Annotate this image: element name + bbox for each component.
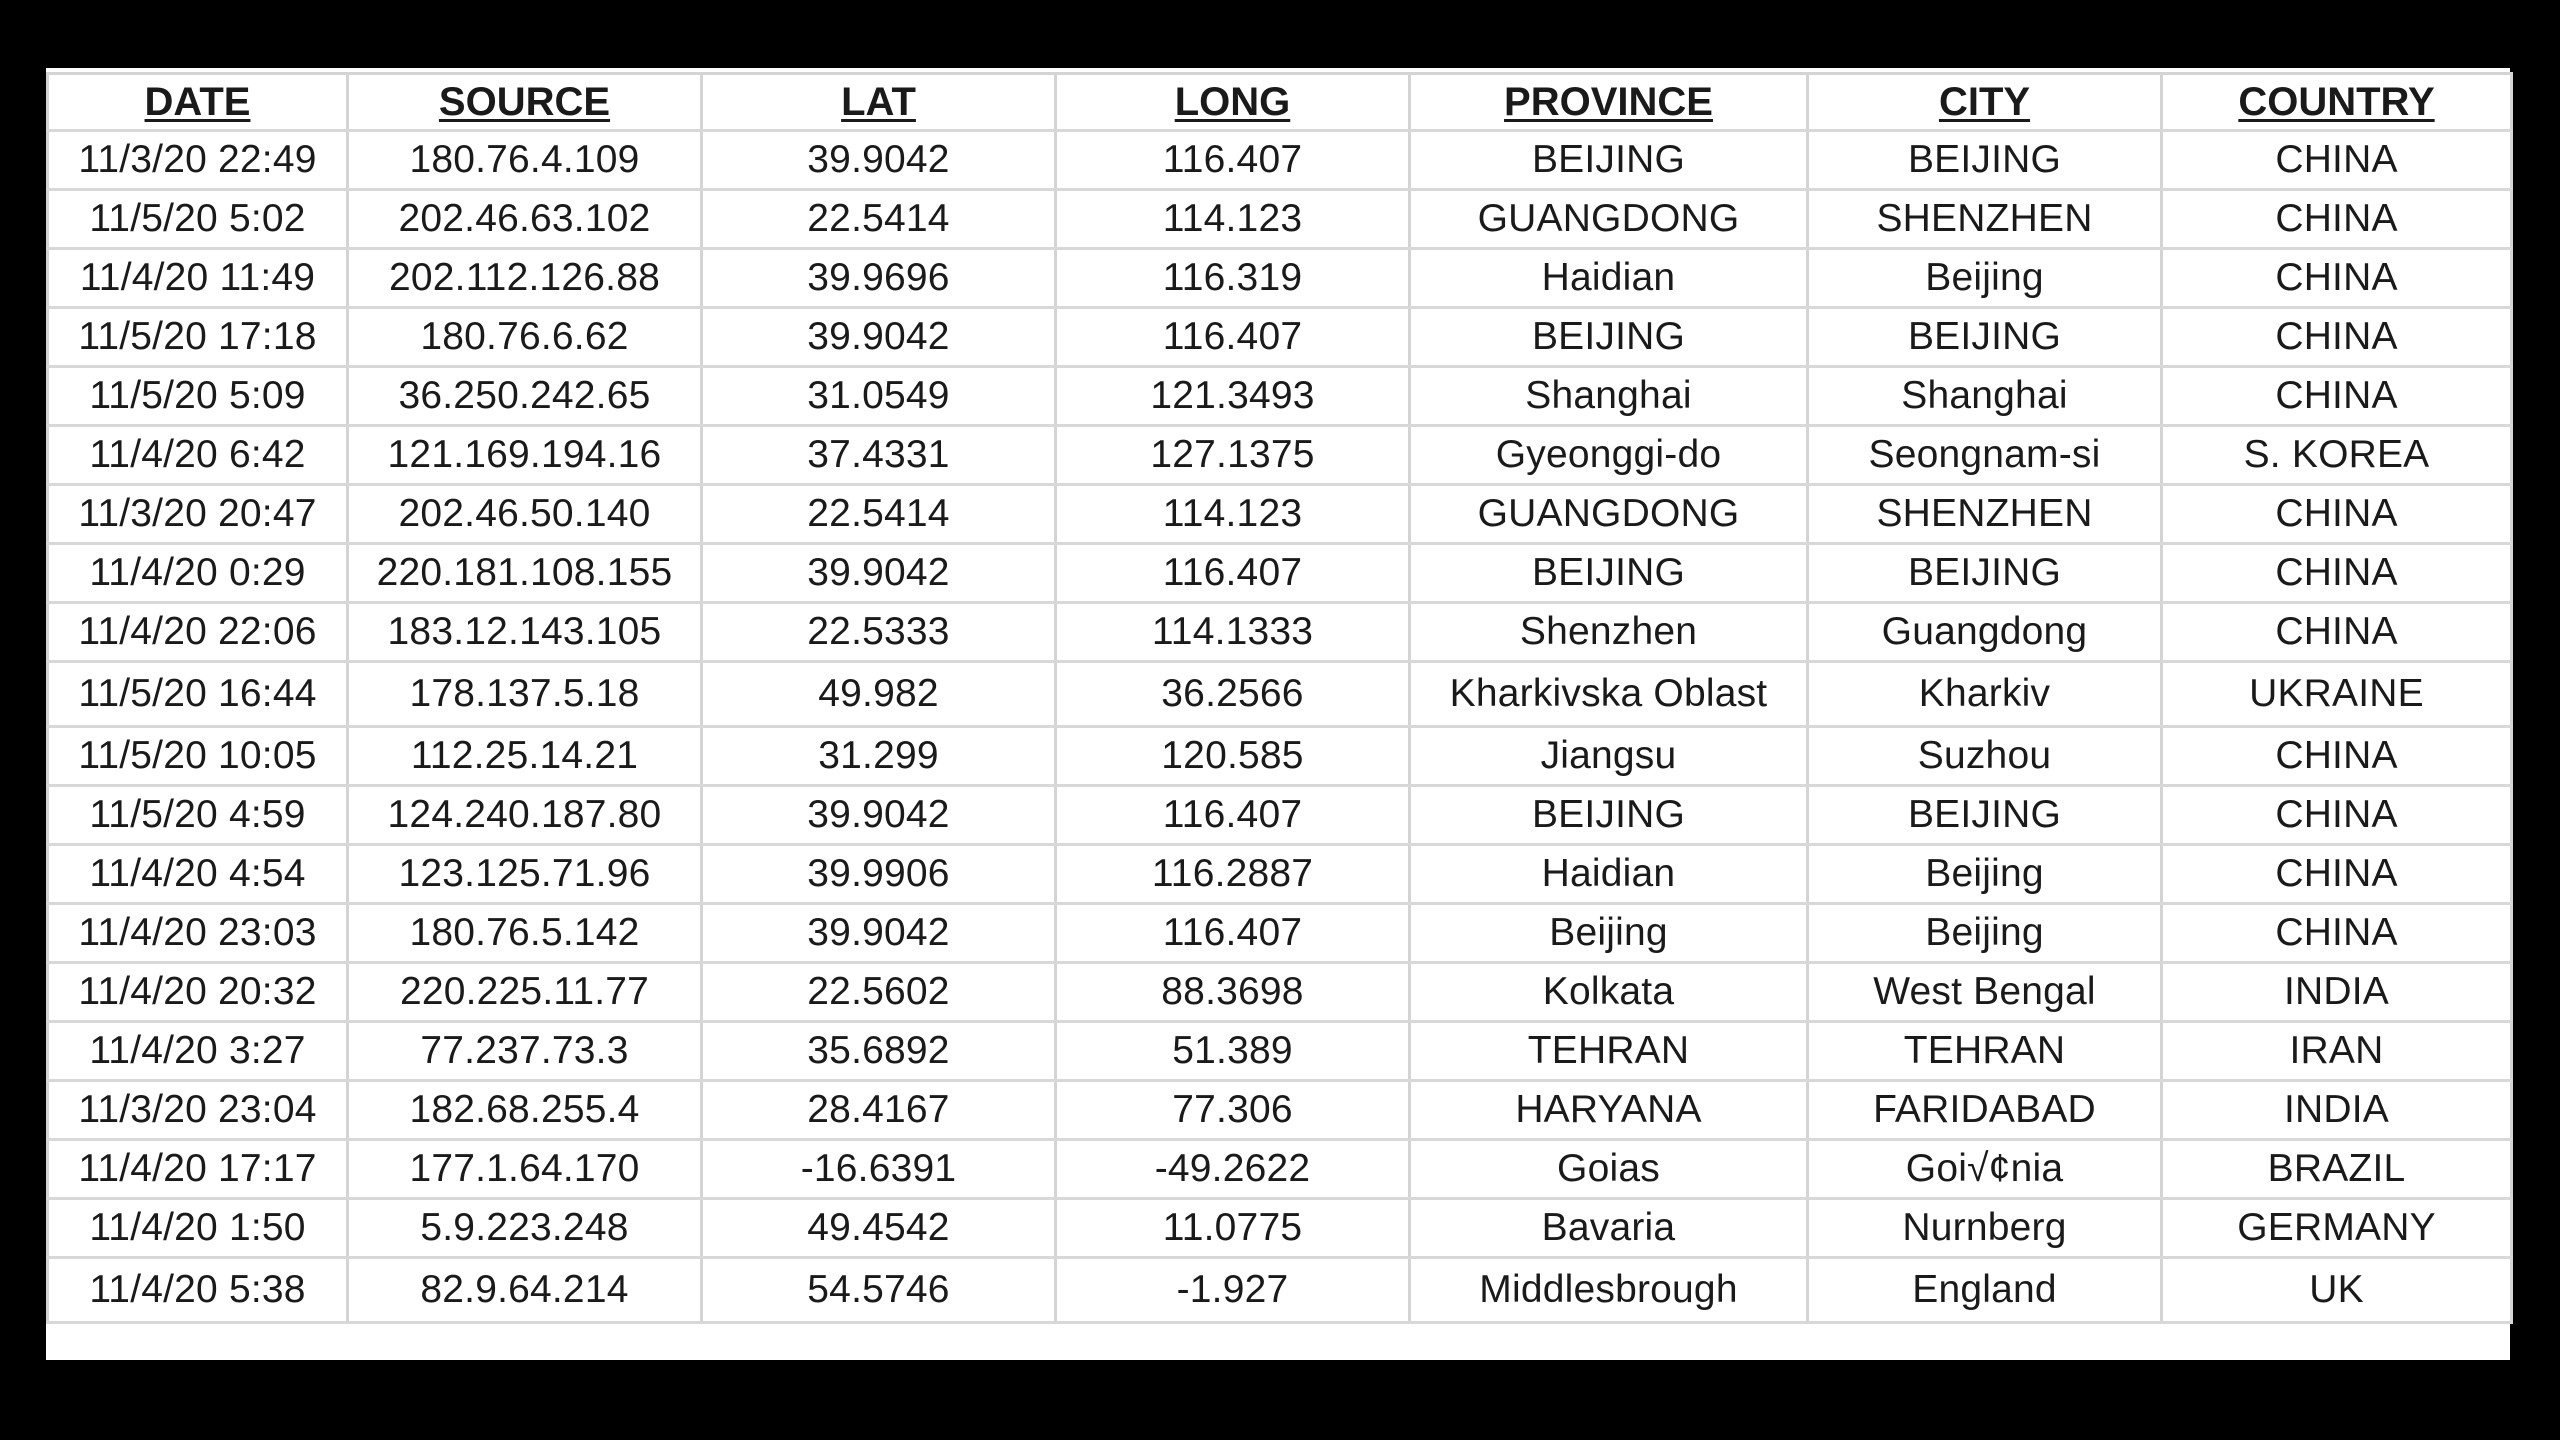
lat-cell: 39.9042 xyxy=(702,544,1056,603)
date-cell: 11/4/20 17:17 xyxy=(48,1140,348,1199)
source-ip-cell: 202.46.50.140 xyxy=(348,485,702,544)
source-ip-cell: 178.137.5.18 xyxy=(348,662,702,727)
table-row xyxy=(48,1140,2512,1199)
date-cell: 11/5/20 17:18 xyxy=(48,308,348,367)
province-cell: BEIJING xyxy=(1410,544,1808,603)
source-ip-cell: 182.68.255.4 xyxy=(348,1081,702,1140)
source-ip-cell: 180.76.5.142 xyxy=(348,904,702,963)
table-row xyxy=(48,1022,2512,1081)
long-cell: 127.1375 xyxy=(1056,426,1410,485)
table-row xyxy=(48,1258,2512,1323)
table-row xyxy=(48,727,2512,786)
country-cell: CHINA xyxy=(2162,308,2512,367)
city-cell: Suzhou xyxy=(1808,727,2162,786)
province-cell: Middlesbrough xyxy=(1410,1258,1808,1323)
lat-cell: 39.9042 xyxy=(702,904,1056,963)
city-cell: Guangdong xyxy=(1808,603,2162,662)
lat-cell: -16.6391 xyxy=(702,1140,1056,1199)
source-ip-cell: 180.76.4.109 xyxy=(348,131,702,190)
lat-header: LAT xyxy=(702,74,1056,131)
source-ip-cell: 112.25.14.21 xyxy=(348,727,702,786)
long-cell: 116.407 xyxy=(1056,131,1410,190)
long-cell: 51.389 xyxy=(1056,1022,1410,1081)
province-cell: GUANGDONG xyxy=(1410,485,1808,544)
country-cell: CHINA xyxy=(2162,485,2512,544)
date-cell: 11/4/20 22:06 xyxy=(48,603,348,662)
source-ip-cell: 36.250.242.65 xyxy=(348,367,702,426)
province-cell: HARYANA xyxy=(1410,1081,1808,1140)
province-cell: Haidian xyxy=(1410,845,1808,904)
province-cell: BEIJING xyxy=(1410,786,1808,845)
province-cell: GUANGDONG xyxy=(1410,190,1808,249)
long-cell: 114.1333 xyxy=(1056,603,1410,662)
long-cell: 116.407 xyxy=(1056,544,1410,603)
long-cell: 36.2566 xyxy=(1056,662,1410,727)
table-row xyxy=(48,963,2512,1022)
province-cell: Shanghai xyxy=(1410,367,1808,426)
lat-cell: 22.5333 xyxy=(702,603,1056,662)
source-ip-cell: 177.1.64.170 xyxy=(348,1140,702,1199)
province-header: PROVINCE xyxy=(1410,74,1808,131)
city-cell: Beijing xyxy=(1808,249,2162,308)
city-cell: BEIJING xyxy=(1808,131,2162,190)
table-row xyxy=(48,485,2512,544)
table-row xyxy=(48,1081,2512,1140)
table-row xyxy=(48,249,2512,308)
lat-cell: 22.5414 xyxy=(702,485,1056,544)
province-cell: Kharkivska Oblast xyxy=(1410,662,1808,727)
province-cell: TEHRAN xyxy=(1410,1022,1808,1081)
table-row xyxy=(48,845,2512,904)
city-cell: West Bengal xyxy=(1808,963,2162,1022)
city-cell: BEIJING xyxy=(1808,308,2162,367)
country-cell: UKRAINE xyxy=(2162,662,2512,727)
table-row xyxy=(48,662,2512,727)
country-cell: CHINA xyxy=(2162,603,2512,662)
date-header: DATE xyxy=(48,74,348,131)
long-header: LONG xyxy=(1056,74,1410,131)
country-cell: CHINA xyxy=(2162,786,2512,845)
table-row xyxy=(48,1199,2512,1258)
city-cell: TEHRAN xyxy=(1808,1022,2162,1081)
table-row xyxy=(48,190,2512,249)
lat-cell: 39.9042 xyxy=(702,131,1056,190)
city-cell: Seongnam-si xyxy=(1808,426,2162,485)
lat-cell: 22.5414 xyxy=(702,190,1056,249)
province-cell: Haidian xyxy=(1410,249,1808,308)
long-cell: 116.407 xyxy=(1056,308,1410,367)
long-cell: 114.123 xyxy=(1056,190,1410,249)
date-cell: 11/3/20 23:04 xyxy=(48,1081,348,1140)
province-cell: Goias xyxy=(1410,1140,1808,1199)
table-row xyxy=(48,367,2512,426)
table-row xyxy=(48,603,2512,662)
province-cell: BEIJING xyxy=(1410,131,1808,190)
date-cell: 11/4/20 5:38 xyxy=(48,1258,348,1323)
country-cell: UK xyxy=(2162,1258,2512,1323)
long-cell: 116.407 xyxy=(1056,904,1410,963)
source-ip-cell: 123.125.71.96 xyxy=(348,845,702,904)
date-cell: 11/5/20 4:59 xyxy=(48,786,348,845)
lat-cell: 22.5602 xyxy=(702,963,1056,1022)
date-cell: 11/4/20 0:29 xyxy=(48,544,348,603)
long-cell: 116.407 xyxy=(1056,786,1410,845)
lat-cell: 39.9042 xyxy=(702,308,1056,367)
country-cell: CHINA xyxy=(2162,190,2512,249)
source-ip-cell: 202.46.63.102 xyxy=(348,190,702,249)
city-cell: Beijing xyxy=(1808,904,2162,963)
province-cell: Beijing xyxy=(1410,904,1808,963)
table-row xyxy=(48,786,2512,845)
header-row xyxy=(48,74,2512,131)
city-cell: England xyxy=(1808,1258,2162,1323)
country-cell: CHINA xyxy=(2162,904,2512,963)
city-cell: BEIJING xyxy=(1808,544,2162,603)
source-ip-cell: 220.225.11.77 xyxy=(348,963,702,1022)
lat-cell: 39.9906 xyxy=(702,845,1056,904)
date-cell: 11/5/20 5:02 xyxy=(48,190,348,249)
ip-location-table xyxy=(46,72,2513,1324)
long-cell: -1.927 xyxy=(1056,1258,1410,1323)
lat-cell: 31.0549 xyxy=(702,367,1056,426)
long-cell: 88.3698 xyxy=(1056,963,1410,1022)
city-cell: SHENZHEN xyxy=(1808,190,2162,249)
country-cell: IRAN xyxy=(2162,1022,2512,1081)
date-cell: 11/4/20 3:27 xyxy=(48,1022,348,1081)
date-cell: 11/5/20 5:09 xyxy=(48,367,348,426)
province-cell: Bavaria xyxy=(1410,1199,1808,1258)
source-ip-cell: 220.181.108.155 xyxy=(348,544,702,603)
city-cell: Beijing xyxy=(1808,845,2162,904)
lat-cell: 31.299 xyxy=(702,727,1056,786)
long-cell: -49.2622 xyxy=(1056,1140,1410,1199)
country-cell: INDIA xyxy=(2162,1081,2512,1140)
lat-cell: 28.4167 xyxy=(702,1081,1056,1140)
source-ip-cell: 5.9.223.248 xyxy=(348,1199,702,1258)
country-cell: CHINA xyxy=(2162,249,2512,308)
lat-cell: 54.5746 xyxy=(702,1258,1056,1323)
long-cell: 11.0775 xyxy=(1056,1199,1410,1258)
date-cell: 11/4/20 20:32 xyxy=(48,963,348,1022)
date-cell: 11/4/20 6:42 xyxy=(48,426,348,485)
country-cell: CHINA xyxy=(2162,727,2512,786)
source-ip-cell: 82.9.64.214 xyxy=(348,1258,702,1323)
long-cell: 77.306 xyxy=(1056,1081,1410,1140)
city-cell: Shanghai xyxy=(1808,367,2162,426)
country-cell: CHINA xyxy=(2162,131,2512,190)
source-ip-cell: 180.76.6.62 xyxy=(348,308,702,367)
source-header: SOURCE xyxy=(348,74,702,131)
province-cell: Shenzhen xyxy=(1410,603,1808,662)
country-cell: CHINA xyxy=(2162,367,2512,426)
city-cell: Kharkiv xyxy=(1808,662,2162,727)
country-cell: GERMANY xyxy=(2162,1199,2512,1258)
country-cell: INDIA xyxy=(2162,963,2512,1022)
lat-cell: 39.9042 xyxy=(702,786,1056,845)
table-row xyxy=(48,426,2512,485)
date-cell: 11/4/20 4:54 xyxy=(48,845,348,904)
spreadsheet-frame xyxy=(46,68,2510,1360)
long-cell: 121.3493 xyxy=(1056,367,1410,426)
date-cell: 11/4/20 1:50 xyxy=(48,1199,348,1258)
date-cell: 11/3/20 22:49 xyxy=(48,131,348,190)
city-header: CITY xyxy=(1808,74,2162,131)
country-cell: CHINA xyxy=(2162,544,2512,603)
long-cell: 120.585 xyxy=(1056,727,1410,786)
date-cell: 11/4/20 11:49 xyxy=(48,249,348,308)
table-row xyxy=(48,904,2512,963)
long-cell: 114.123 xyxy=(1056,485,1410,544)
lat-cell: 49.4542 xyxy=(702,1199,1056,1258)
province-cell: Kolkata xyxy=(1410,963,1808,1022)
date-cell: 11/5/20 16:44 xyxy=(48,662,348,727)
date-cell: 11/4/20 23:03 xyxy=(48,904,348,963)
country-cell: BRAZIL xyxy=(2162,1140,2512,1199)
country-cell: S. KOREA xyxy=(2162,426,2512,485)
city-cell: SHENZHEN xyxy=(1808,485,2162,544)
source-ip-cell: 183.12.143.105 xyxy=(348,603,702,662)
table-row xyxy=(48,544,2512,603)
province-cell: BEIJING xyxy=(1410,308,1808,367)
city-cell: BEIJING xyxy=(1808,786,2162,845)
city-cell: Nurnberg xyxy=(1808,1199,2162,1258)
date-cell: 11/3/20 20:47 xyxy=(48,485,348,544)
lat-cell: 39.9696 xyxy=(702,249,1056,308)
source-ip-cell: 124.240.187.80 xyxy=(348,786,702,845)
province-cell: Jiangsu xyxy=(1410,727,1808,786)
long-cell: 116.319 xyxy=(1056,249,1410,308)
source-ip-cell: 77.237.73.3 xyxy=(348,1022,702,1081)
city-cell: Goi√¢nia xyxy=(1808,1140,2162,1199)
date-cell: 11/5/20 10:05 xyxy=(48,727,348,786)
source-ip-cell: 121.169.194.16 xyxy=(348,426,702,485)
lat-cell: 49.982 xyxy=(702,662,1056,727)
table-body xyxy=(48,131,2512,1323)
lat-cell: 35.6892 xyxy=(702,1022,1056,1081)
province-cell: Gyeonggi-do xyxy=(1410,426,1808,485)
table-row xyxy=(48,131,2512,190)
table-row xyxy=(48,308,2512,367)
long-cell: 116.2887 xyxy=(1056,845,1410,904)
city-cell: FARIDABAD xyxy=(1808,1081,2162,1140)
country-cell: CHINA xyxy=(2162,845,2512,904)
lat-cell: 37.4331 xyxy=(702,426,1056,485)
country-header: COUNTRY xyxy=(2162,74,2512,131)
source-ip-cell: 202.112.126.88 xyxy=(348,249,702,308)
